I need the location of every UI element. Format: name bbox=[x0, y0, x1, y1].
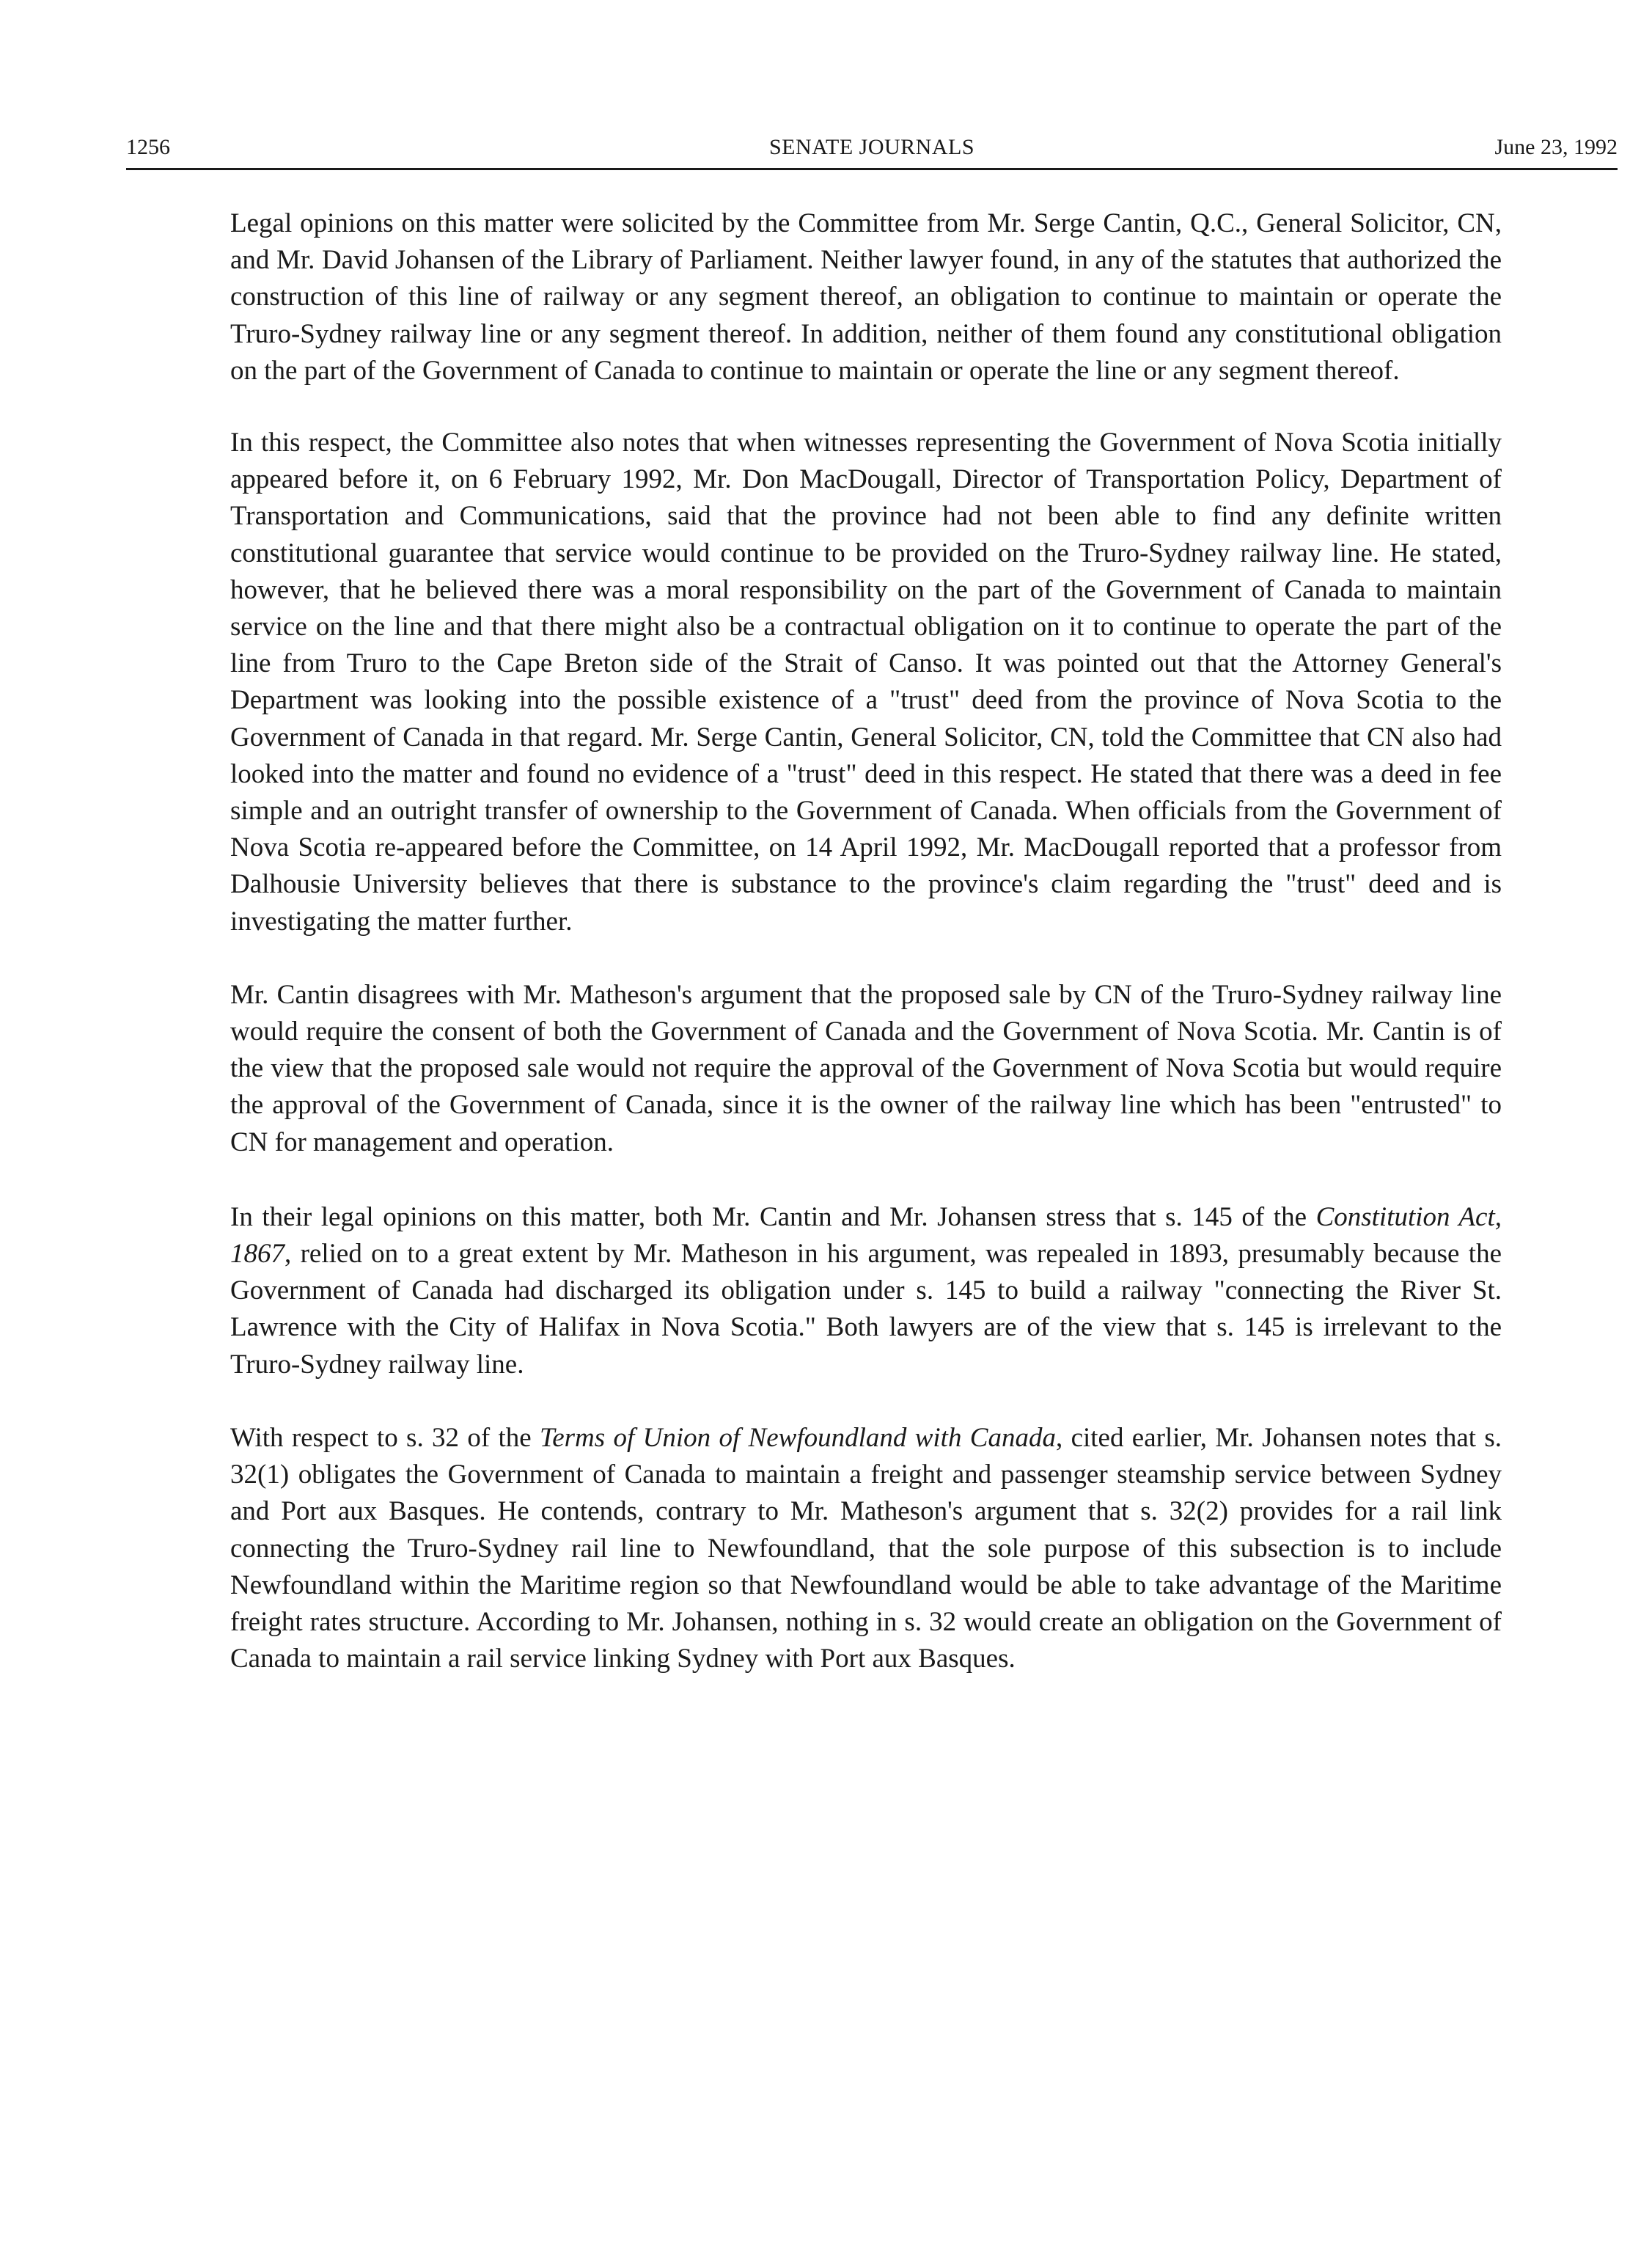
header-rule bbox=[126, 168, 1618, 170]
paragraph-nova-scotia-witnesses: In this respect, the Committee also notes that when witnesses representing the Government of Nova Scotia initially appeared before it, on 6 February 1992, Mr. Don MacDougall, Director of Transportation Policy, Department of Transportation and Communications, said that the province had not been able to find any definite written constitutional guarantee that service would continue to be provided on the Truro-Sydney railway line. He stated, however, that he believed there was a moral responsibility on the part of the Government of Canada to maintain service on the line and that there might also be a contractual obligation on it to continue to operate the part of the line from Truro to the Cape Breton side of the Strait of Canso. It was pointed out that the Attorney General's Department was looking into the possible existence of a "trust" deed from the province of Nova Scotia to the Government of Canada in that regard. Mr. Serge Cantin, General Solicitor, CN, told the Committee that CN also had looked into the matter and found no evidence of a "trust" deed in this respect. He stated that there was a deed in fee simple and an outright transfer of ownership to the Government of Canada. When officials from the Government of Nova Scotia re-appeared before the Committee, on 14 April 1992, Mr. MacDougall reported that a professor from Dalhousie University believes that there is substance to the province's claim regarding the "trust" deed and is investigating the matter further. bbox=[230, 428, 1502, 937]
statute-title: Terms of Union of Newfoundland with Canada bbox=[540, 1422, 1056, 1453]
journal-date: June 23, 1992 bbox=[1494, 135, 1618, 159]
paragraph-text: In their legal opinions on this matter, both Mr. Cantin and Mr. Johansen stress that s. 145 of the bbox=[230, 1201, 1316, 1232]
journal-title: SENATE JOURNALS bbox=[768, 135, 975, 159]
body-text bbox=[230, 205, 1502, 1714]
page-header bbox=[126, 129, 1618, 166]
paragraph-legal-opinions: Legal opinions on this matter were solicited by the Committee from Mr. Serge Cantin, Q.C., General Solicitor, CN, and Mr. David Johansen of the Library of Parliament. Neither lawyer found, in any of the statutes that authorized the construction of this line of railway or any segment thereof, an obligation to continue to maintain or operate the Truro-Sydney railway line or any segment thereof. In addition, neither of them found any constitutional obligation on the part of the Government of Canada to continue to maintain or operate the line or any segment thereof. bbox=[230, 208, 1502, 386]
page-number: 1256 bbox=[126, 135, 170, 159]
paragraph-cantin-view: Mr. Cantin disagrees with Mr. Matheson's argument that the proposed sale by CN of the Truro-Sydney railway line would require the consent of both the Government of Canada and the Government of Nova Scotia. Mr. Cantin is of the view that the proposed sale would not require the approval of the Government of Nova Scotia but would require the approval of the Government of Canada, since it is the owner of the railway line which has been "entrusted" to CN for management and operation. bbox=[230, 979, 1502, 1157]
paragraph-text: With respect to s. 32 of the bbox=[230, 1422, 540, 1453]
paragraph-text: , relied on to a great extent by Mr. Matheson in his argument, was repealed in 1893, presumably because the Government of Canada had discharged its obligation under s. 145 to build a railway "connecting the River St. Lawrence with the City of Halifax in Nova Scotia." Both lawyers are of the view that s. 145 is irrelevant to the Truro-Sydney railway line. bbox=[230, 1239, 1502, 1380]
paragraph-constitution-act bbox=[230, 1199, 1502, 1383]
paragraph-text: , cited earlier, Mr. Johansen notes that s. 32(1) obligates the Government of Canada to maintain a freight and passenger steamship service between Sydney and Port aux Basques. He contends, contrary to Mr. Matheson's argument that s. 32(2) provides for a rail link connecting the Truro-Sydney rail line to Newfoundland, that the sole purpose of this subsection is to include Newfoundland within the Maritime region so that Newfoundland would be able to take advantage of the Maritime freight rates structure. According to Mr. Johansen, nothing in s. 32 would create an obligation on the Government of Canada to maintain a rail service linking Sydney with Port aux Basques. bbox=[230, 1422, 1502, 1674]
paragraph-terms-of-union bbox=[230, 1420, 1502, 1677]
statute-title: Constitution Act, 1867 bbox=[230, 1201, 1502, 1270]
